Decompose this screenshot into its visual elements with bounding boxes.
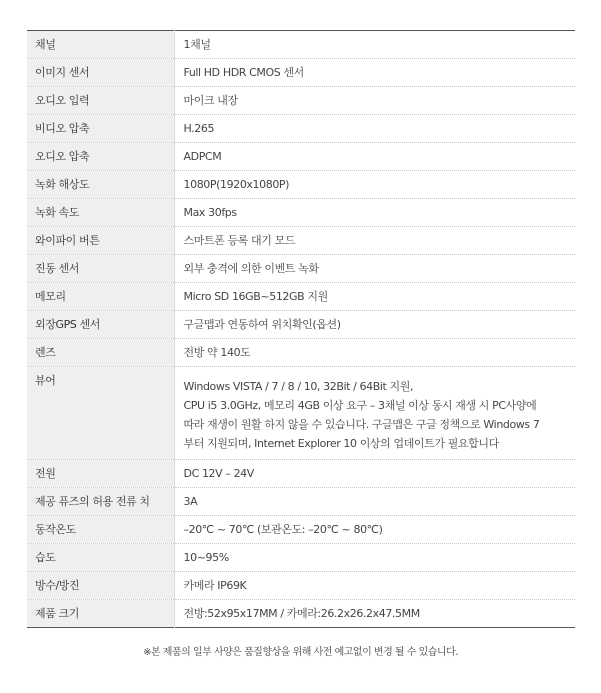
spec-value: 마이크 내장 bbox=[174, 87, 575, 115]
spec-value: 10~95% bbox=[174, 544, 575, 572]
spec-row-power bbox=[27, 460, 575, 488]
spec-value-multiline bbox=[174, 367, 575, 460]
spec-value: Micro SD 16GB~512GB 지원 bbox=[174, 283, 575, 311]
spec-label: 렌즈 bbox=[27, 339, 174, 367]
spec-value: ADPCM bbox=[174, 143, 575, 171]
viewer-line: CPU i5 3.0GHz, 메모리 4GB 이상 요구 – 3채널 이상 동시 재생 시 PC사양에 bbox=[183, 399, 537, 412]
spec-value: 전방 약 140도 bbox=[174, 339, 575, 367]
spec-label: 오디오 입력 bbox=[27, 87, 174, 115]
spec-row-operating-temperature bbox=[27, 516, 575, 544]
spec-value: 1080P(1920x1080P) bbox=[174, 171, 575, 199]
spec-row-audio-input bbox=[27, 87, 575, 115]
spec-label: 메모리 bbox=[27, 283, 174, 311]
spec-row-recording-resolution bbox=[27, 171, 575, 199]
spec-row-fuse-current bbox=[27, 488, 575, 516]
spec-label: 외장GPS 센서 bbox=[27, 311, 174, 339]
spec-value: 구글맵과 연동하여 위치확인(옵션) bbox=[174, 311, 575, 339]
viewer-line: Windows VISTA / 7 / 8 / 10, 32Bit / 64Bit 지원, bbox=[183, 380, 414, 393]
spec-value: 카메라 IP69K bbox=[174, 572, 575, 600]
spec-label: 와이파이 버튼 bbox=[27, 227, 174, 255]
spec-label: 제공 퓨즈의 허용 전류 치 bbox=[27, 488, 174, 516]
spec-label: 녹화 속도 bbox=[27, 199, 174, 227]
spec-row-channel bbox=[27, 31, 575, 59]
spec-value: Max 30fps bbox=[174, 199, 575, 227]
spec-row-video-compression bbox=[27, 115, 575, 143]
spec-row-lens bbox=[27, 339, 575, 367]
spec-label: 오디오 압축 bbox=[27, 143, 174, 171]
spec-label: 이미지 센서 bbox=[27, 59, 174, 87]
spec-footnote: ※본 제품의 일부 사양은 품질향상을 위해 사전 예고없이 변경 될 수 있습니다. bbox=[143, 647, 458, 658]
spec-value: 스마트폰 등록 대기 모드 bbox=[174, 227, 575, 255]
spec-table-body bbox=[27, 31, 575, 628]
spec-row-audio-compression bbox=[27, 143, 575, 171]
spec-row-wifi-button bbox=[27, 227, 575, 255]
spec-label: 습도 bbox=[27, 544, 174, 572]
viewer-line: 따라 재생이 원활 하지 않을 수 있습니다. 구글맵은 구글 정책으로 Windows 7 bbox=[183, 418, 540, 431]
spec-row-external-gps bbox=[27, 311, 575, 339]
spec-row-waterproof bbox=[27, 572, 575, 600]
spec-value: DC 12V – 24V bbox=[174, 460, 575, 488]
spec-label: 동작온도 bbox=[27, 516, 174, 544]
spec-table-container bbox=[27, 30, 575, 628]
spec-row-memory bbox=[27, 283, 575, 311]
spec-table bbox=[27, 30, 575, 628]
spec-row-recording-speed bbox=[27, 199, 575, 227]
spec-row-viewer bbox=[27, 367, 575, 460]
spec-value: 3A bbox=[174, 488, 575, 516]
spec-value: Full HD HDR CMOS 센서 bbox=[174, 59, 575, 87]
spec-label: 채널 bbox=[27, 31, 174, 59]
spec-value: 전방:52x95x17MM / 카메라:26.2x26.2x47.5MM bbox=[174, 600, 575, 628]
spec-row-humidity bbox=[27, 544, 575, 572]
spec-label: 진동 센서 bbox=[27, 255, 174, 283]
spec-value: 외부 충격에 의한 이벤트 녹화 bbox=[174, 255, 575, 283]
spec-label: 뷰어 bbox=[27, 367, 174, 460]
spec-label: 방수/방진 bbox=[27, 572, 174, 600]
spec-label: 비디오 압축 bbox=[27, 115, 174, 143]
viewer-line: 부터 지원되며, Internet Explorer 10 이상의 업데이트가 필요합니다 bbox=[183, 437, 499, 450]
spec-value: 1채널 bbox=[174, 31, 575, 59]
spec-label: 녹화 해상도 bbox=[27, 171, 174, 199]
spec-row-vibration-sensor bbox=[27, 255, 575, 283]
spec-row-product-size bbox=[27, 600, 575, 628]
spec-value: –20℃ ~ 70℃ (보관온도: –20℃ ~ 80℃) bbox=[174, 516, 575, 544]
spec-label: 전원 bbox=[27, 460, 174, 488]
spec-value: H.265 bbox=[174, 115, 575, 143]
spec-label: 제품 크기 bbox=[27, 600, 174, 628]
spec-row-image-sensor bbox=[27, 59, 575, 87]
